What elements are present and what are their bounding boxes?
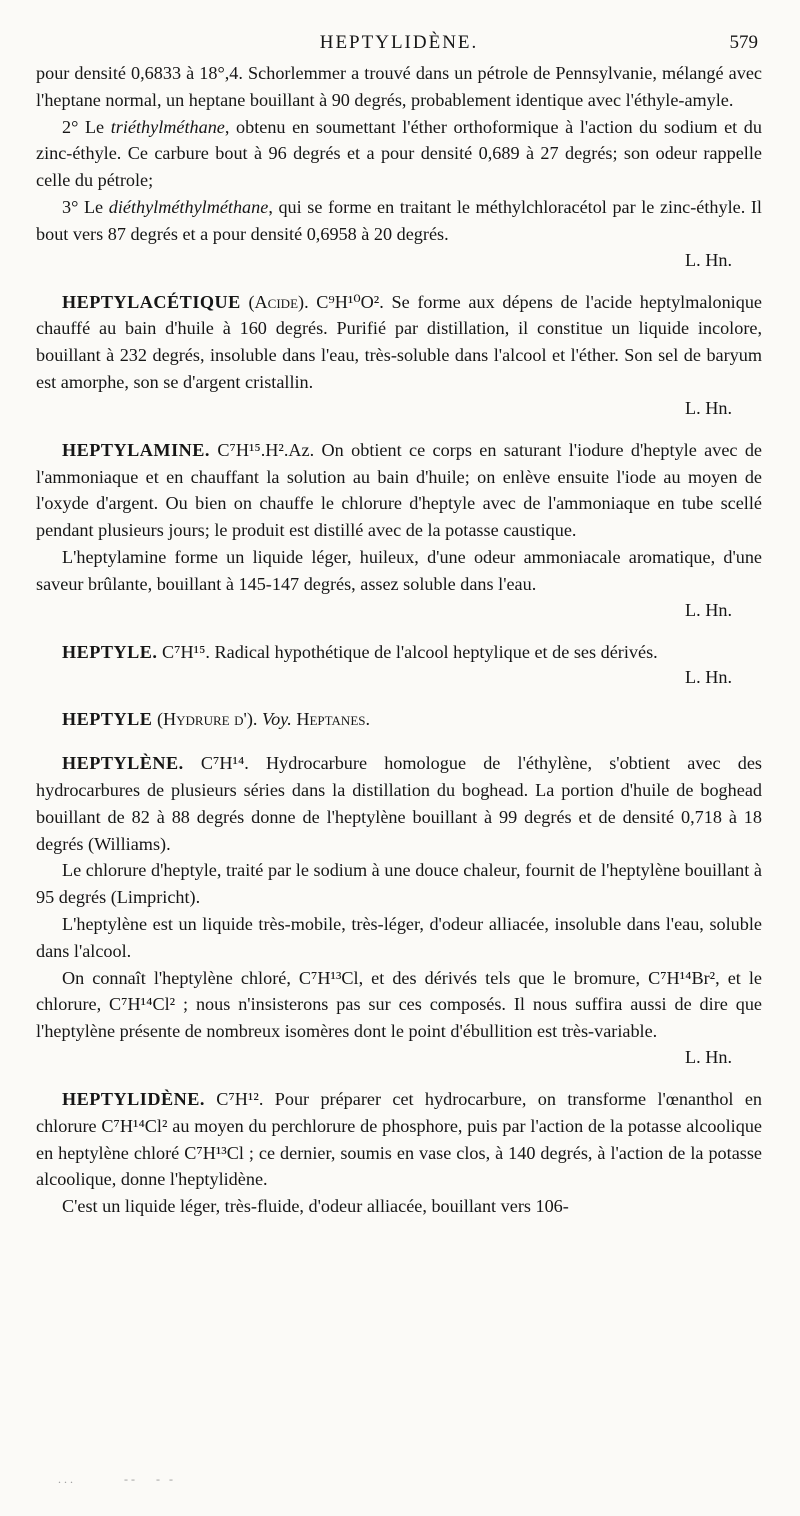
entry-heptyle-hydrure <box>36 706 762 733</box>
entry-headword: HEPTYLIDÈNE. <box>62 1088 205 1109</box>
compound-name: diéthylméthylméthane <box>108 196 269 217</box>
entry-headword: HEPTYLAMINE. <box>62 439 210 460</box>
entry-qualifier: (Hydrure d'). <box>152 709 262 730</box>
chemical-formula: C⁷H¹². <box>204 1088 264 1109</box>
entry-heptylene <box>36 750 762 1069</box>
chemical-formula: C⁷H¹⁵. <box>157 641 210 662</box>
paragraph <box>36 437 762 544</box>
paragraph <box>36 194 762 248</box>
entry-heptyle <box>36 639 762 690</box>
cross-reference-label: Voy. <box>261 709 292 730</box>
paragraph: L'heptylène est un liquide très-mobile, très-léger, d'odeur alliacée, insoluble dans l'eau, soluble dans l'alcool. <box>36 913 762 961</box>
list-number: 3° Le <box>62 196 109 217</box>
entry-qualifier: (Acide). <box>240 291 317 312</box>
paragraph-text: On obtient ce corps en saturant l'iodure d'heptyle avec de l'ammoniaque et en chauffant la solution au bain d'huile; on enlève ensuite l'iode au moyen de l'oxyde d'argent. Ou bien on chauffe le chlorure d'heptyle avec de l'ammoniaque en tube scellé pendant plusieurs jours; le produit est distillé avec de la potasse caustique. <box>36 439 762 541</box>
paragraph: On connaît l'heptylène chloré, C⁷H¹³Cl, et des dérivés tels que le bromure, C⁷H¹⁴Br², et le chlorure, C⁷H¹⁴Cl² ; nous n'insisterons pas sur ces composés. Il nous suffira aussi de dire que l'heptylène présente de nombreux isomères dont le point d'ébullition est très-variable. <box>36 967 762 1042</box>
paragraph-text: , obtenu en soumettant l'éther orthoformique à l'action du sodium et du zinc-éthyle. Ce carbure bout à 96 degrés et a pour densité 0,689 à 27 degrés; son odeur rappelle celle du pétrole; <box>36 116 762 191</box>
entry-heptane-continuation <box>36 60 762 272</box>
entry-headword: HEPTYLE. <box>62 641 158 662</box>
paragraph-text: Radical hypothétique de l'alcool heptylique et de ses dérivés. <box>209 641 658 662</box>
paragraph <box>36 114 762 194</box>
cross-reference-link[interactable]: Heptanes. <box>291 709 371 730</box>
entry-heptylacetique <box>36 289 762 420</box>
author-signature: L. Hn. <box>685 1046 732 1067</box>
running-head-title: HEPTYLIDÈNE. <box>319 32 479 53</box>
paragraph: pour densité 0,6833 à 18°,4. Schorlemmer a trouvé dans un pétrole de Pennsylvanie, mélangé avec l'heptane normal, un heptane bouillant à 90 degrés, probablement identique avec l'éthyle-amyle. <box>36 63 762 110</box>
body-text <box>36 60 762 1220</box>
chemical-formula: C⁷H¹⁵.H².Az. <box>209 439 315 460</box>
entry-headword: HEPTYLE <box>62 709 153 730</box>
author-signature: L. Hn. <box>685 397 732 418</box>
author-signature: L. Hn. <box>685 249 732 270</box>
paragraph: C'est un liquide léger, très-fluide, d'odeur alliacée, bouillant vers 106- <box>62 1196 569 1217</box>
entry-heptylamine <box>36 437 762 622</box>
paragraph: L'heptylamine forme un liquide léger, huileux, d'une odeur ammoniacale aromatique, d'une saveur brûlante, bouillant à 145-147 degrés, assez soluble dans l'eau. <box>36 546 762 594</box>
paragraph <box>36 289 762 396</box>
paragraph-text: Pour préparer cet hydrocarbure, on transforme l'œnanthol en chlorure C⁷H¹⁴Cl² au moyen du perchlorure de phosphore, puis par l'action de la potasse alcoolique en heptylène chloré C⁷H¹³Cl ; ce dernier, soumis en vase clos, à 140 degrés, à l'action de la potasse alcoolique, donne l'heptylidène. <box>36 1088 763 1190</box>
list-number: 2° Le <box>62 116 111 137</box>
paragraph <box>36 1086 762 1193</box>
page-number: 579 <box>729 32 758 53</box>
paragraph <box>36 639 762 666</box>
author-signature: L. Hn. <box>685 599 732 620</box>
paragraph-text: , qui se forme en traitant le méthylchloracétol par le zinc-éthyle. Il bout vers 87 degrés et a pour densité 0,6958 à 20 degrés. <box>36 196 762 244</box>
author-signature: L. Hn. <box>685 667 732 688</box>
entry-headword: HEPTYLÈNE. <box>62 753 184 774</box>
paragraph-text: Hydrocarbure homologue de l'éthylène, s'obtient avec des hydrocarbures de plusieurs séries dans la distillation du boghead. La portion d'huile de boghead bouillant de 82 à 88 degrés donne de l'heptylène bouillant à 99 degrés et de densité 0,718 à 18 degrés (Williams). <box>36 753 762 854</box>
paragraph <box>36 706 762 733</box>
chemical-formula: C⁷H¹⁴. <box>183 753 249 774</box>
paragraph <box>36 750 762 857</box>
chemical-formula: C⁹H¹⁰O². <box>316 291 384 312</box>
running-head <box>36 32 762 60</box>
print-artifact-marks: ... -- - - <box>58 1472 176 1486</box>
entry-headword: HEPTYLACÉTIQUE <box>62 291 241 312</box>
paragraph-text: Se forme aux dépens de l'acide heptylmalonique chauffé au bain d'huile à 160 degrés. Purifié par distillation, il constitue un liquide incolore, bouillant à 232 degrés, insoluble dans l'eau, très-soluble dans l'alcool et l'éther. Son sel de baryum est amorphe, son se d'argent cristallin. <box>36 291 762 392</box>
paragraph: Le chlorure d'heptyle, traité par le sodium à une douce chaleur, fournit de l'heptylène bouillant à 95 degrés (Limpricht). <box>36 860 762 908</box>
entry-heptylidene <box>36 1086 762 1220</box>
compound-name: triéthylméthane <box>110 116 225 137</box>
